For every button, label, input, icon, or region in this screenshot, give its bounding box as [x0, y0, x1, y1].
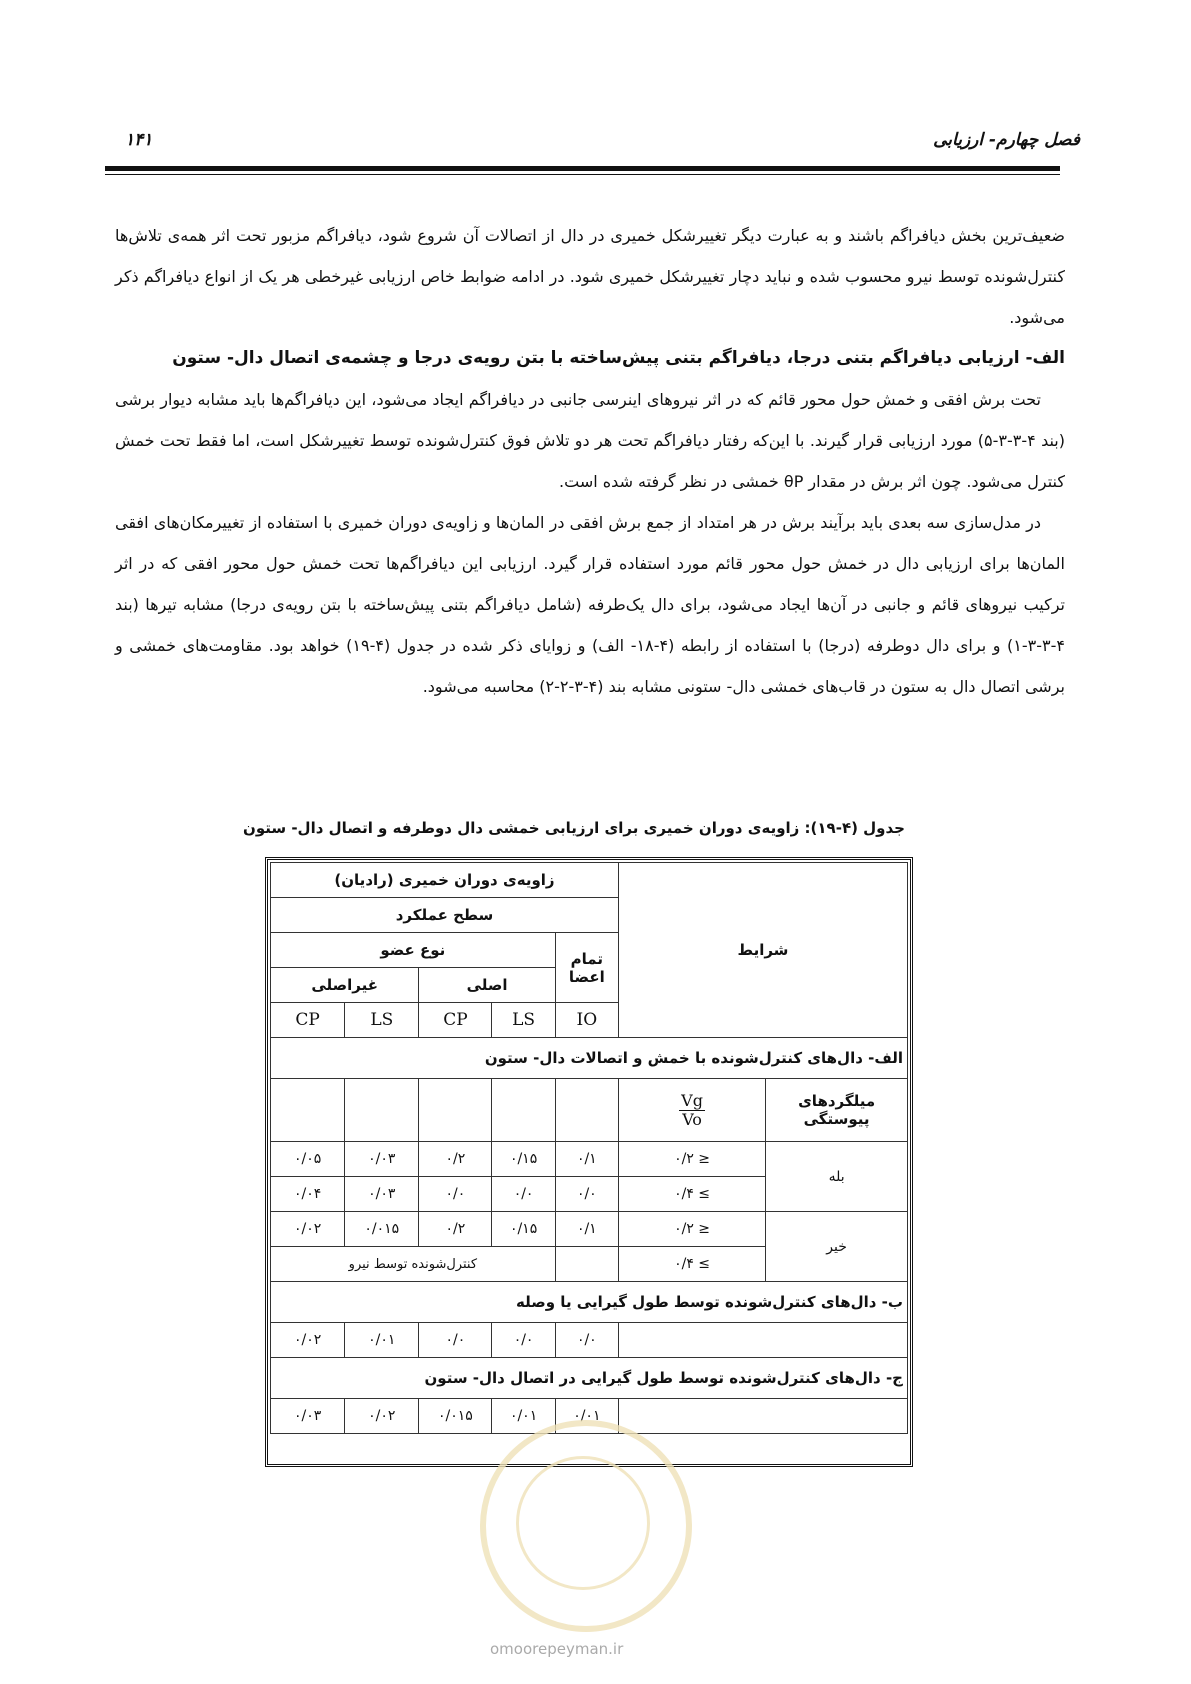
value-cell: ۰/۰۲: [271, 1212, 345, 1247]
member-type-header: نوع عضو: [271, 933, 556, 968]
value-cell: ۰/۰۱: [555, 1399, 618, 1434]
section-a-label: الف- دال‌های کنترل‌شونده با خمش و اتصالات دال- ستون: [271, 1038, 908, 1079]
value-cell: ۰/۲: [419, 1212, 492, 1247]
value-cell: ۰/۰۲: [271, 1323, 345, 1358]
cp-header: CP: [419, 1003, 492, 1038]
value-cell: ۰/۰: [555, 1323, 618, 1358]
watermark-seal: [480, 1420, 692, 1632]
value-cell: ۰/۰: [419, 1323, 492, 1358]
paragraph: در مدل‌سازی سه بعدی باید برآیند برش در هر امتداد از جمع برش افقی در المان‌ها و زاویه‌ی دوران خمیری با استفاده از تغییرمکان‌های افقی المان‌ها برای ارزیابی دال در خمش حول محور قائم مورد استفاده قرار گیرد. ارزیابی این دیافراگم‌ها تحت خمش حول محور افقی که در اثر ترکیب نیروهای قائم و جانبی در آن‌ها ایجاد می‌شود، برای دال یک‌طرفه (شامل دیافراگم بتنی پیش‌ساخته با بتن رویه‌ی درجا) مشابه تیرها (بند ۴-۳-۳-۱) و برای دال دوطرفه (درجا) با استفاده از رابطه (۴-۱۸- الف) و زوایای ذکر شده در جدول (۴-۱۹) خواهد بود. مقاومت‌های خمشی و برشی اتصال دال به ستون در قاب‌های خمشی دال- ستونی مشابه بند (۴-۳-۲-۲) محاسبه می‌شود.: [115, 513, 1065, 696]
empty-cell: [555, 1247, 618, 1282]
cp-header: CP: [271, 1003, 345, 1038]
empty-cell: [419, 1079, 492, 1142]
value-cell: ۰/۲: [419, 1142, 492, 1177]
conditions-header: شرایط: [618, 863, 907, 1038]
value-cell: ۰/۱: [555, 1212, 618, 1247]
all-members-header: تمام اعضا: [555, 933, 618, 1003]
secondary-header: غیراصلی: [271, 968, 419, 1003]
empty-cell: [271, 1079, 345, 1142]
body-text: [115, 215, 1065, 707]
page-number: ۱۴۱: [125, 130, 153, 150]
ls-header: LS: [492, 1003, 555, 1038]
empty-cell: [555, 1079, 618, 1142]
paragraph: ضعیف‌ترین بخش دیافراگم باشند و به عبارت دیگر تغییرشکل خمیری در دال از اتصالات آن شروع شود، دیافراگم مزبور تحت اثر همه‌ی تلاش‌ها کنترل‌شونده توسط نیرو محسوب شده و نباید دچار تغییرشکل خمیری شود. در ادامه ضوابط خاص ارزیابی غیرخطی هر یک از انواع دیافراگم ذکر می‌شود.: [115, 226, 1065, 327]
value-cell: ۰/۱: [555, 1142, 618, 1177]
chapter-title: فصل چهارم- ارزیابی: [933, 130, 1080, 150]
io-header: IO: [555, 1003, 618, 1038]
value-cell: ۰/۰۴: [271, 1177, 345, 1212]
empty-cell: [618, 1323, 907, 1358]
value-cell: ۰/۰۱: [492, 1399, 555, 1434]
section-c-label: ج- دال‌های کنترل‌شونده توسط طول گیرایی در اتصال دال- ستون: [271, 1358, 908, 1399]
value-cell: ۰/۰۱۵: [345, 1212, 419, 1247]
paragraph: تحت برش افقی و خمش حول محور قائم که در اثر نیروهای اینرسی جانبی در دیافراگم ایجاد می‌شود، این دیافراگم‌ها باید مشابه دیوار برشی (بند ۴-۳-۳-۵) مورد ارزیابی قرار گیرند. با این‌که رفتار دیافراگم تحت هر دو تلاش فوق کنترل‌شونده توسط تغییرشکل است، اما فقط تحت خمش کنترل می‌شود. چون اثر برش در مقدار θP خمشی در نظر گرفته شده است.: [115, 390, 1065, 491]
rebar-no: خیر: [766, 1212, 908, 1282]
table-caption: جدول (۴-۱۹): زاویه‌ی دوران خمیری برای ارزیابی خمشی دال دوطرفه و اتصال دال- ستون: [243, 819, 905, 837]
empty-cell: [618, 1399, 907, 1434]
value-cell: ۰/۰: [419, 1177, 492, 1212]
ls-header: LS: [345, 1003, 419, 1038]
rotation-table: [265, 857, 913, 1467]
value-cell: ۰/۰۱: [345, 1323, 419, 1358]
value-cell: ۰/۱۵: [492, 1212, 555, 1247]
empty-cell: [492, 1079, 555, 1142]
condition-cell: ≥ ۰/۴: [618, 1177, 765, 1212]
empty-cell: [345, 1079, 419, 1142]
section-b-label: ب- دال‌های کنترل‌شونده توسط طول گیرایی یا وصله: [271, 1282, 908, 1323]
level-header: سطح عملکرد: [271, 898, 619, 933]
page-header: [105, 130, 1080, 164]
ratio-cell: [618, 1079, 765, 1142]
header-rule-thin: [105, 174, 1060, 175]
value-cell: ۰/۰۳: [345, 1177, 419, 1212]
condition-cell: ≤ ۰/۲: [618, 1212, 765, 1247]
value-cell: ۰/۱۵: [492, 1142, 555, 1177]
condition-cell: ≥ ۰/۴: [618, 1247, 765, 1282]
value-cell: ۰/۰۱۵: [419, 1399, 492, 1434]
footer-site: omoorepeyman.ir: [490, 1640, 624, 1658]
rebar-yes: بله: [766, 1142, 908, 1212]
value-cell: ۰/۰۳: [271, 1399, 345, 1434]
section-heading: الف- ارزیابی دیافراگم بتنی درجا، دیافراگم بتنی پیش‌ساخته با بتن رویه‌ی درجا و چشمه‌ی اتصال دال- ستون: [172, 348, 1065, 368]
value-cell: ۰/۰۲: [345, 1399, 419, 1434]
primary-header: اصلی: [419, 968, 555, 1003]
value-cell: ۰/۰: [492, 1177, 555, 1212]
value-cell: ۰/۰: [555, 1177, 618, 1212]
value-cell: ۰/۰۵: [271, 1142, 345, 1177]
header-rule: [105, 166, 1060, 171]
value-cell: ۰/۰: [492, 1323, 555, 1358]
value-cell: ۰/۰۳: [345, 1142, 419, 1177]
force-controlled-label: کنترل‌شونده توسط نیرو: [271, 1247, 556, 1282]
vg-vo-ratio: $\frac{Vg}{Vo}$: [681, 1090, 703, 1129]
rebar-label: میلگردهای پیوستگی: [766, 1079, 908, 1142]
rotation-header: زاویه‌ی دوران خمیری (رادیان): [271, 863, 619, 898]
condition-cell: ≤ ۰/۲: [618, 1142, 765, 1177]
